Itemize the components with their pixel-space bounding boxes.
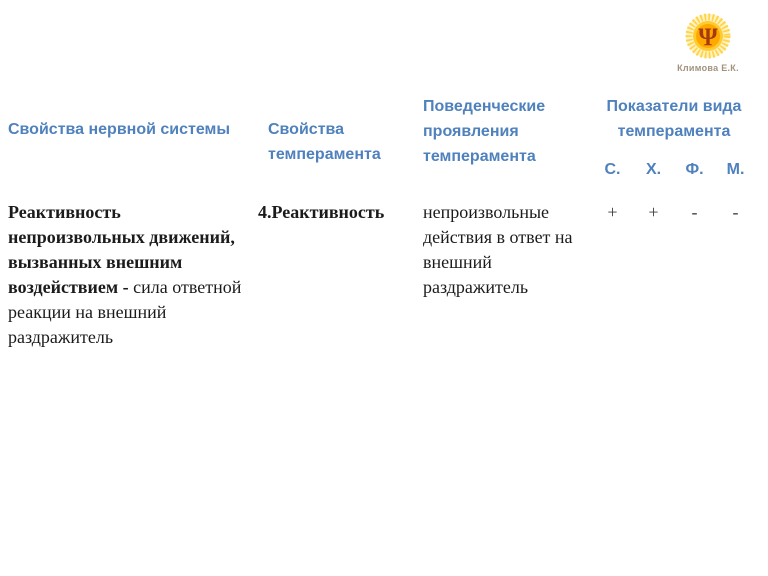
cell-nervous-system-property-bold: Реактивность непроизвольных движений, вызванных внешним воздействием -: [8, 202, 235, 297]
logo-caption: Климова Е.К.: [677, 63, 739, 73]
indicator-melancholic: -: [732, 202, 739, 222]
psi-sunburst-logo-icon: [682, 10, 734, 62]
subheader-choleric: Х.: [645, 161, 662, 178]
indicator-sanguine: +: [607, 202, 618, 222]
subheader-melancholic: М.: [726, 161, 745, 178]
subheader-row: [592, 157, 756, 182]
psi-glyph: Ψ: [698, 24, 718, 51]
logo: [652, 10, 764, 73]
cell-indicators: [592, 200, 756, 350]
header-temperament-properties: Свойства темперамента: [268, 121, 381, 163]
header-nervous-system-properties: Свойства нервной системы: [8, 121, 231, 138]
cell-behavioral-manifestation: непроизвольные действия в ответ на внешний раздражитель: [423, 202, 573, 297]
cell-nervous-system-property: [8, 200, 258, 350]
temperament-table: [8, 90, 756, 350]
indicator-row: [592, 200, 756, 225]
header-temperament-type-indicators-label: Показатели вида темперамента: [606, 98, 742, 140]
subheader-phlegmatic: Ф.: [685, 161, 704, 178]
header-temperament-type-indicators: [592, 90, 756, 200]
cell-temperament-property: 4.Реактивность: [258, 202, 385, 222]
subheader-sanguine: С.: [604, 161, 621, 178]
header-behavioral-manifestations: Поведенческие проявления темперамента: [423, 98, 546, 165]
indicator-choleric: +: [648, 202, 659, 222]
cell-nervous-system-property-rest: сила ответной реакции на внешний раздражитель: [8, 277, 242, 347]
indicator-phlegmatic: -: [691, 202, 698, 222]
